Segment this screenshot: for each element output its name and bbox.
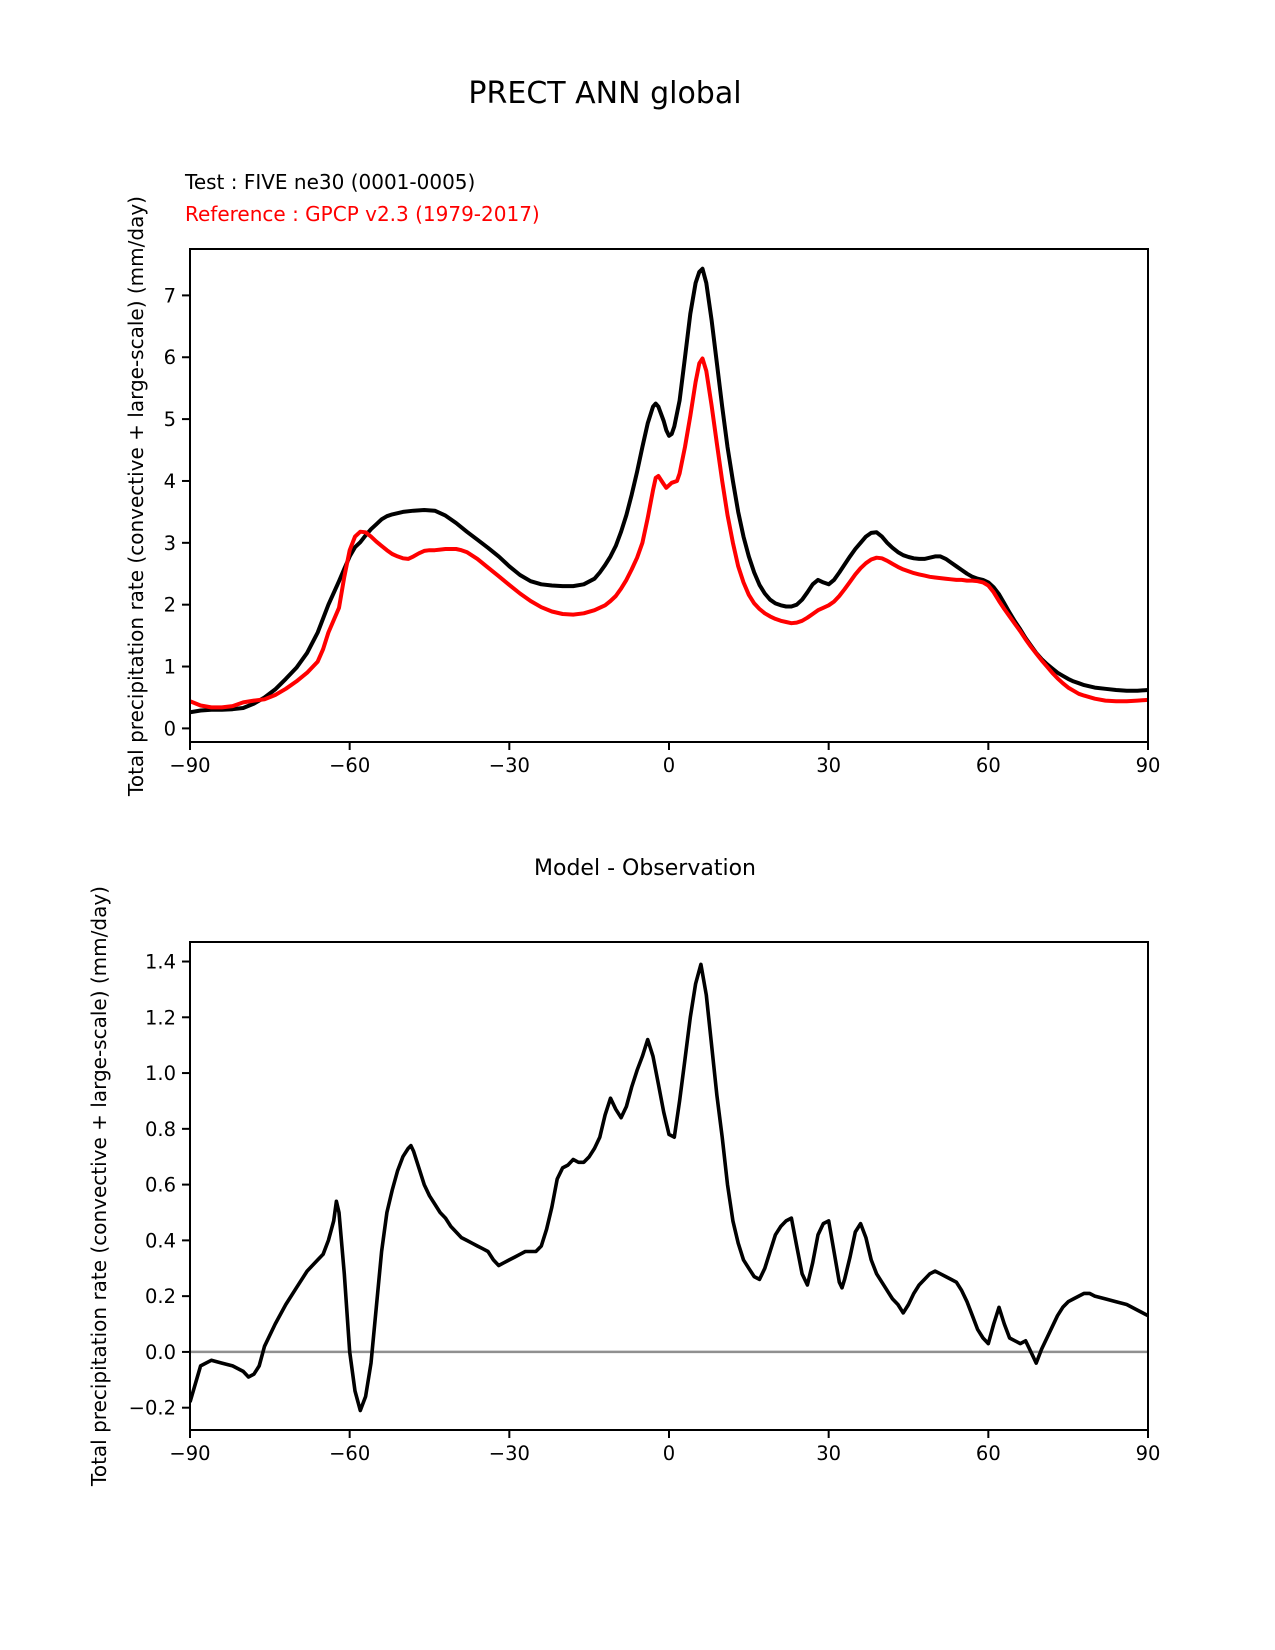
- zonal_mean-frame: [190, 249, 1148, 742]
- x-tick-label: 30: [816, 1442, 842, 1465]
- x-tick-label: −90: [169, 1442, 211, 1465]
- zonal_mean-series-1-line: [190, 359, 1148, 708]
- y-tick-label: 0.6: [144, 1173, 176, 1197]
- bottom-plot-title: Model - Observation: [534, 856, 756, 881]
- model_minus_obs-series-group: [190, 964, 1148, 1410]
- y-tick-label: 1.0: [144, 1062, 176, 1086]
- x-tick-label: 90: [1135, 754, 1161, 777]
- y-tick-label: 0.4: [144, 1229, 176, 1253]
- model_minus_obs-series-0-line: [190, 964, 1148, 1410]
- zonal_mean-series-group: [190, 269, 1148, 713]
- y-tick-label: −0.2: [128, 1396, 176, 1420]
- y-tick-label: 1.4: [144, 950, 176, 974]
- x-tick-label: −60: [329, 754, 371, 777]
- x-tick-label: 0: [662, 754, 676, 777]
- model_minus_obs-plot: [129, 942, 1161, 1465]
- bottom-plot-y-axis-label: Total precipitation rate (convective + large-scale) (mm/day): [87, 886, 111, 1486]
- x-tick-label: −60: [329, 1442, 371, 1465]
- y-tick-label: 0: [163, 717, 176, 741]
- x-tick-label: 0: [662, 1442, 676, 1465]
- y-tick-label: 3: [163, 531, 176, 555]
- x-tick-label: 30: [816, 754, 842, 777]
- x-tick-label: −30: [488, 754, 530, 777]
- zonal_mean-series-0-line: [190, 269, 1148, 713]
- y-tick-label: 0.2: [144, 1285, 176, 1309]
- y-tick-label: 1: [163, 655, 176, 679]
- y-tick-label: 5: [163, 408, 176, 432]
- zonal_mean-plot: [164, 249, 1161, 777]
- x-tick-label: 60: [975, 1442, 1001, 1465]
- y-tick-label: 7: [163, 284, 176, 308]
- x-tick-label: −90: [169, 754, 211, 777]
- y-tick-label: 6: [163, 346, 176, 370]
- y-tick-label: 0.0: [144, 1340, 176, 1364]
- page-title: PRECT ANN global: [468, 76, 742, 111]
- y-tick-label: 2: [163, 593, 176, 617]
- x-tick-label: 60: [975, 754, 1001, 777]
- y-tick-label: 1.2: [144, 1006, 176, 1030]
- legend-test-label: Test : FIVE ne30 (0001-0005): [185, 170, 476, 194]
- y-tick-label: 0.8: [144, 1117, 176, 1141]
- top-plot-y-axis-label: Total precipitation rate (convective + large-scale) (mm/day): [124, 196, 148, 796]
- legend-reference-label: Reference : GPCP v2.3 (1979-2017): [185, 202, 540, 226]
- y-tick-label: 4: [163, 469, 176, 493]
- x-tick-label: 90: [1135, 1442, 1161, 1465]
- model_minus_obs-frame: [190, 942, 1148, 1430]
- x-tick-label: −30: [488, 1442, 530, 1465]
